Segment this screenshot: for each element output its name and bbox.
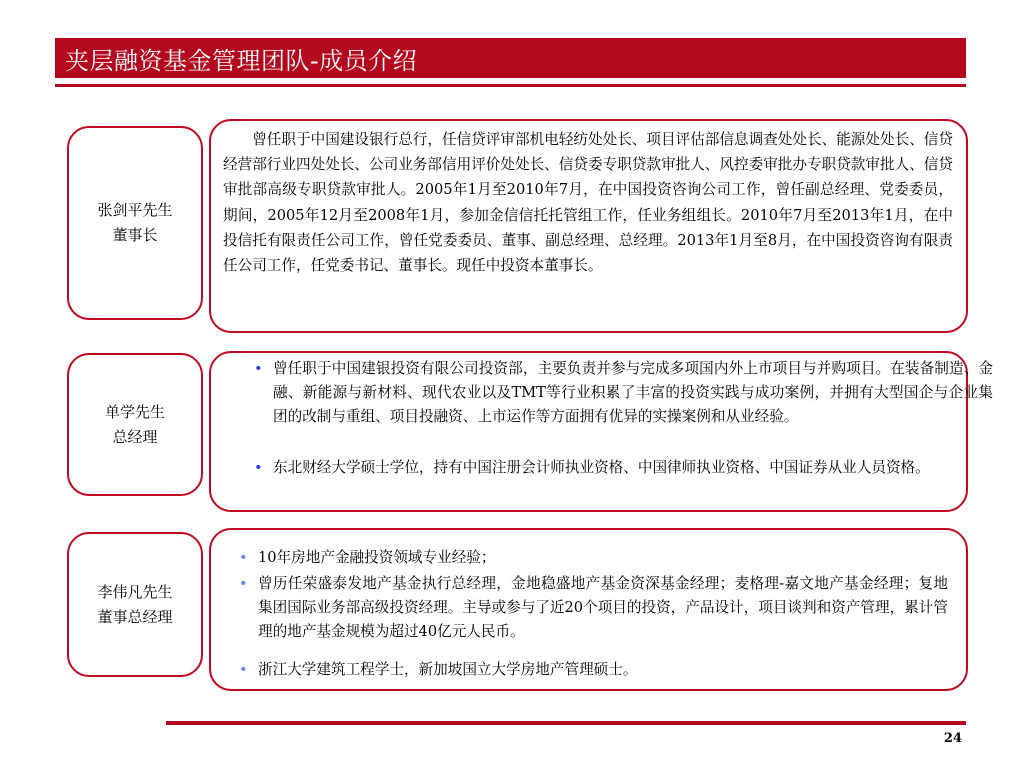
bullet-item: • 浙江大学建筑工程学士，新加坡国立大学房地产管理硕士。 — [258, 658, 948, 682]
title-bar — [55, 38, 966, 78]
bullet-dot-icon: • — [254, 459, 263, 476]
member-bio-paragraph: 曾任职于中国建设银行总行，任信贷评审部机电轻纺处处长、项目评估部信息调查处处长、能源处处长、信贷经营部行业四处处长、公司业务部信用评价处处长、信贷委专职贷款审批人、风控委审批办专职贷款审批人、信贷审批部高级专职贷款审批人。2005年1月至2010年7月，在中国投资咨询公司工作，曾任副总经理、党委委员，期间，2005年12月至2008年1月，参加金信信托托管组工作，任业务组组长。2010年7月至2013年1月，在中投信托有限责任公司工作，曾任党委委员、董事、副总经理、总经理。2013年1月至8月，在中国投资咨询有限责任公司工作，任党委书记、董事长。现任中投资本董事长。 — [223, 131, 953, 275]
bullet-item: • 曾历任荣盛泰发地产基金执行总经理，金地稳盛地产基金资深基金经理；麦格理-嘉文地产基金经理；复地集团国际业务部高级投资经理。主导或参与了近20个项目的投资，产品设计，项目谈判和资产管理，累计管理的地产基金规模为超过40亿元人民币。 — [258, 572, 948, 644]
member-description-box — [209, 528, 968, 691]
member-name: 单学先生 — [104, 402, 165, 421]
member-name-box — [67, 353, 203, 496]
bullet-dot-icon: • — [239, 661, 248, 678]
bullet-item: • 10年房地产金融投资领域专业经验； — [258, 546, 948, 570]
bullet-item: • 曾任职于中国建银投资有限公司投资部，主要负责并参与完成多项国内外上市项目与并购项目。在装备制造、金融、新能源与新材料、现代农业以及TMT等行业积累了丰富的投资实践与成功案例，并拥有大型国企与企业集团的改制与重组、项目投融资、上市运作等方面拥有优异的实操案例和从业经验。 — [273, 357, 993, 429]
member-name-box — [67, 532, 203, 677]
member-name: 李伟凡先生 — [97, 582, 173, 601]
bullet-item: • 东北财经大学硕士学位，持有中国注册会计师执业资格、中国律师执业资格、中国证券从业人员资格。 — [273, 456, 963, 480]
member-role: 总经理 — [112, 427, 158, 446]
bullet-dot-icon: • — [254, 360, 263, 377]
member-role: 董事总经理 — [97, 607, 173, 626]
page-number: 24 — [943, 731, 962, 746]
member-name: 张剑平先生 — [97, 201, 173, 219]
member-description-box — [209, 351, 993, 512]
member-role: 董事长 — [112, 226, 158, 244]
bullet-dot-icon: • — [239, 549, 248, 566]
member-description-box — [209, 119, 968, 333]
slide-title: 夹层融资基金管理团队-成员介绍 — [65, 46, 418, 75]
footer-line — [166, 721, 966, 725]
title-underline — [55, 84, 966, 87]
bullet-dot-icon: • — [239, 575, 248, 592]
member-name-box — [67, 126, 203, 320]
